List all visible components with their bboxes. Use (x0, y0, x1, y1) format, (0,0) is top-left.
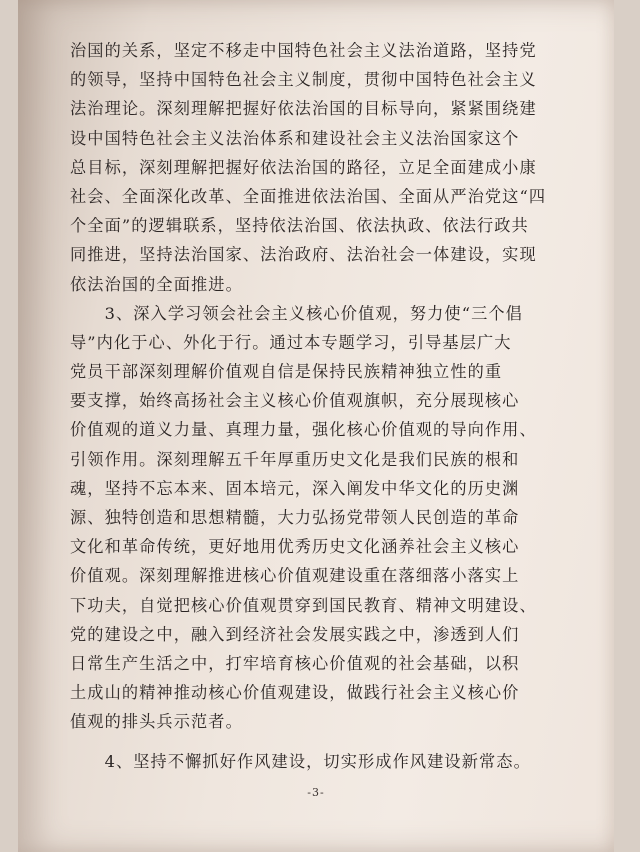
paragraph-gap (70, 737, 580, 747)
text-line: 文化和革命传统，更好地用优秀历史文化涵养社会主义核心 (70, 537, 520, 557)
text-line: 源、独特创造和思想精髓，大力弘扬党带领人民创造的革命 (70, 508, 520, 527)
text-line: 党员干部深刻理解价值观自信是保持民族精神独立性的重 (70, 362, 503, 382)
text-line: 同推进，坚持法治国家、法治政府、法治社会一体建设，实现 (70, 245, 537, 265)
text-line: 引领作用。深刻理解五千年厚重历史文化是我们民族的根和 (70, 449, 520, 469)
page-number: -3- (307, 786, 325, 799)
text-line: 设中国特色社会主义法治体系和建设社会主义法治国家这个 (70, 128, 520, 148)
text-line: 土成山的精神推动核心价值观建设，做践行社会主义核心价 (70, 683, 520, 703)
text-line: 党的建设之中，融入到经济社会发展实践之中，渗透到人们 (70, 624, 520, 644)
text-line: 总目标，深刻理解把握好依法治国的路径，立足全面建成小康 (70, 157, 537, 177)
text-line: 的领导，坚持中国特色社会主义制度，贯彻中国特色社会主义 (70, 70, 537, 90)
body-text (70, 36, 580, 776)
text-line: 法治理论。深刻理解把握好依法治国的目标导向，紧紧围绕建 (70, 99, 537, 119)
text-line: 治国的关系，坚定不移走中国特色社会主义法治道路，坚持党 (70, 41, 537, 60)
text-line: 依法治国的全面推进。 (70, 274, 243, 294)
text-line: 价值观的道义力量、真理力量，强化核心价值观的导向作用、 (70, 420, 537, 440)
document-page (18, 0, 614, 852)
text-line: 导”内化于心、外化于行。通过本专题学习，引导基层广大 (70, 332, 512, 352)
text-line: 价值观。深刻理解推进核心价值观建设重在落细落小落实上 (70, 566, 520, 586)
text-line: 值观的排头兵示范者。 (70, 712, 243, 732)
text-line: 个全面”的逻辑联系，坚持依法治国、依法执政、依法行政共 (70, 216, 529, 236)
text-line: 要支撑，始终高扬社会主义核心价值观旗帜，充分展现核心 (70, 391, 520, 411)
text-line: 社会、全面深化改革、全面推进依法治国、全面从严治党这“四 (70, 186, 547, 206)
paragraph-4-heading-line: 4、坚持不懈抓好作风建设，切实形成作风建设新常态。 (70, 751, 531, 771)
text-line: 魂，坚持不忘本来、固本培元，深入阐发中华文化的历史渊 (70, 478, 520, 498)
text-line: 下功夫，自觉把核心价值观贯穿到国民教育、精神文明建设、 (70, 595, 537, 615)
text-line: 日常生产生活之中，打牢培育核心价值观的社会基础，以积 (70, 653, 520, 673)
paragraph-3-heading-line: 3、深入学习领会社会主义核心价值观，努力使“三个倡 (70, 303, 523, 323)
